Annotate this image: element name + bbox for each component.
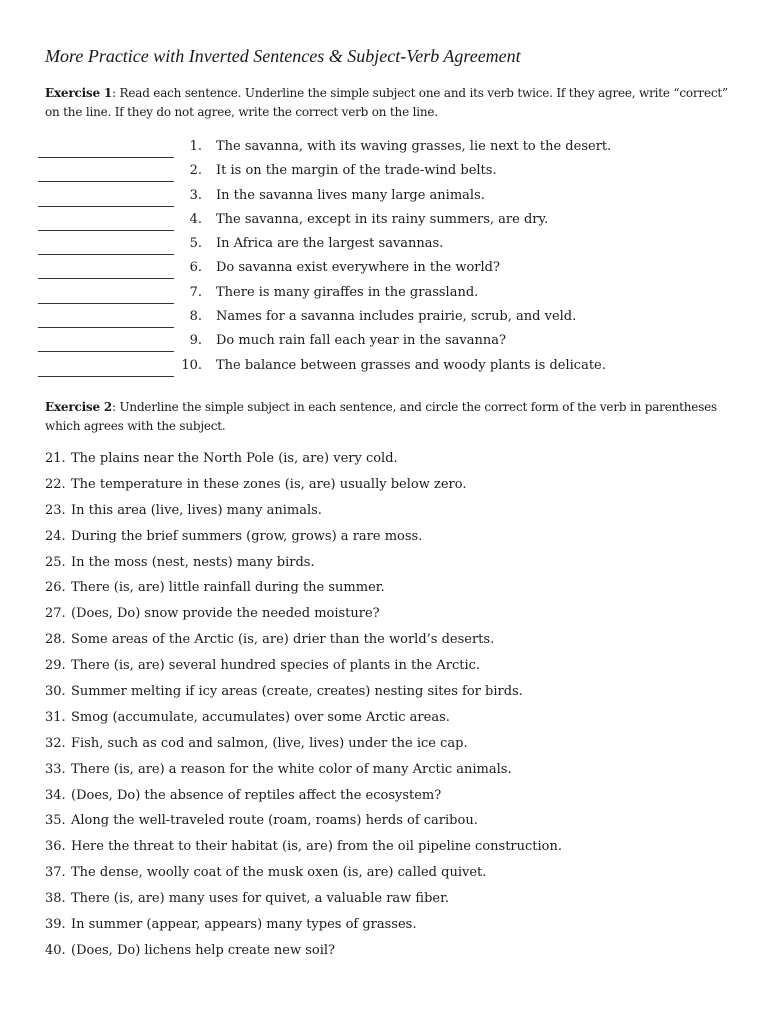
list-item: [0, 474, 768, 500]
exercise-2-label: Exercise 2: [45, 400, 113, 414]
item-sentence: There (is, are) little rainfall during the summer.: [71, 580, 385, 596]
exercise-1-instructions-text: : Read each sentence. Underline the simple subject one and its verb twice. If they agree, write “correct”: [112, 86, 728, 100]
list-item: [0, 448, 768, 474]
item-number: 29.: [45, 658, 66, 674]
item-sentence: In this area (live, lives) many animals.: [71, 502, 322, 518]
list-item: [0, 914, 768, 940]
list-item: [0, 552, 768, 578]
item-sentence: Smog (accumulate, accumulates) over some Arctic areas.: [71, 709, 450, 725]
list-item: [0, 862, 768, 888]
answer-blank-line[interactable]: [38, 157, 174, 158]
exercise-2-instructions: [45, 398, 735, 436]
list-item: [0, 707, 768, 733]
item-number: 28.: [45, 632, 66, 648]
answer-blank-line[interactable]: [38, 254, 174, 255]
list-item: [0, 233, 768, 257]
item-sentence: Some areas of the Arctic (is, are) drier than the world’s deserts.: [71, 632, 495, 648]
item-sentence: Along the well-traveled route (roam, roams) herds of caribou.: [71, 813, 478, 829]
list-item: [0, 257, 768, 281]
list-item: [0, 526, 768, 552]
exercise-2-list: [0, 448, 768, 966]
page-title: More Practice with Inverted Sentences & Subject-Verb Agreement: [45, 46, 521, 66]
exercise-1-instructions: [45, 84, 735, 122]
list-item: [0, 655, 768, 681]
item-sentence: Fish, such as cod and salmon, (live, lives) under the ice cap.: [71, 735, 468, 751]
item-sentence: Here the threat to their habitat (is, are) from the oil pipeline construction.: [71, 839, 563, 855]
answer-blank-line[interactable]: [38, 278, 174, 279]
list-item: [0, 136, 768, 160]
item-number: 5.: [189, 236, 202, 252]
list-item: [0, 500, 768, 526]
exercise-1-list: [0, 136, 768, 379]
list-item: [0, 759, 768, 785]
item-sentence: Names for a savanna includes prairie, scrub, and veld.: [216, 309, 577, 325]
item-sentence: The temperature in these zones (is, are) usually below zero.: [71, 476, 467, 492]
item-number: 8.: [189, 309, 202, 325]
answer-blank-line[interactable]: [38, 376, 174, 377]
item-number: 34.: [45, 787, 66, 803]
item-sentence: In Africa are the largest savannas.: [216, 236, 444, 252]
list-item: [0, 282, 768, 306]
item-number: 7.: [189, 284, 202, 300]
item-sentence: The savanna, except in its rainy summers, are dry.: [216, 211, 549, 227]
item-sentence: The dense, woolly coat of the musk oxen (is, are) called quivet.: [71, 865, 487, 881]
exercise-1-instructions-line-1: [45, 84, 735, 103]
item-number: 26.: [45, 580, 66, 596]
item-number: 23.: [45, 502, 66, 518]
list-item: [0, 577, 768, 603]
answer-blank-line[interactable]: [38, 181, 174, 182]
item-sentence: (Does, Do) snow provide the needed moisture?: [71, 606, 380, 622]
list-item: [0, 160, 768, 184]
item-number: 4.: [189, 211, 202, 227]
item-sentence: There (is, are) a reason for the white color of many Arctic animals.: [71, 761, 512, 777]
item-number: 2.: [189, 163, 202, 179]
item-number: 38.: [45, 891, 66, 907]
exercise-1-label: Exercise 1: [45, 86, 113, 100]
list-item: [0, 306, 768, 330]
list-item: [0, 629, 768, 655]
item-number: 27.: [45, 606, 66, 622]
item-number: 37.: [45, 865, 66, 881]
list-item: [0, 785, 768, 811]
item-number: 30.: [45, 684, 66, 700]
answer-blank-line[interactable]: [38, 327, 174, 328]
item-number: 36.: [45, 839, 66, 855]
item-number: 31.: [45, 709, 66, 725]
exercise-2-instructions-line-2: which agrees with the subject.: [45, 419, 226, 433]
item-sentence: It is on the margin of the trade-wind belts.: [216, 163, 497, 179]
list-item: [0, 209, 768, 233]
item-sentence: Do much rain fall each year in the savanna?: [216, 333, 506, 349]
list-item: [0, 681, 768, 707]
list-item: [0, 733, 768, 759]
item-number: 9.: [189, 333, 202, 349]
item-number: 39.: [45, 917, 66, 933]
item-sentence: In summer (appear, appears) many types of grasses.: [71, 917, 417, 933]
answer-blank-line[interactable]: [38, 351, 174, 352]
list-item: [0, 810, 768, 836]
exercise-2-instructions-text: : Underline the simple subject in each sentence, and circle the correct form of the verb in parentheses: [112, 400, 718, 414]
item-number: 35.: [45, 813, 66, 829]
list-item: [0, 940, 768, 966]
item-number: 10.: [181, 357, 202, 373]
answer-blank-line[interactable]: [38, 206, 174, 207]
item-number: 33.: [45, 761, 66, 777]
answer-blank-line[interactable]: [38, 303, 174, 304]
item-number: 1.: [189, 139, 202, 154]
list-item: [0, 355, 768, 379]
list-item: [0, 185, 768, 209]
exercise-1-instructions-line-2: on the line. If they do not agree, write the correct verb on the line.: [45, 105, 438, 119]
item-sentence: There is many giraffes in the grassland.: [216, 284, 479, 300]
item-number: 21.: [45, 451, 66, 466]
list-item: [0, 888, 768, 914]
answer-blank-line[interactable]: [38, 230, 174, 231]
item-sentence: (Does, Do) the absence of reptiles affect the ecosystem?: [71, 787, 442, 803]
item-number: 22.: [45, 476, 66, 492]
item-sentence: The balance between grasses and woody plants is delicate.: [216, 357, 606, 373]
item-sentence: Summer melting if icy areas (create, creates) nesting sites for birds.: [71, 684, 523, 700]
item-number: 40.: [45, 942, 66, 958]
item-sentence: In the moss (nest, nests) many birds.: [71, 554, 315, 570]
item-sentence: There (is, are) many uses for quivet, a valuable raw fiber.: [71, 891, 450, 907]
item-sentence: The plains near the North Pole (is, are) very cold.: [71, 451, 398, 466]
item-number: 3.: [189, 187, 202, 203]
item-number: 6.: [189, 260, 202, 276]
item-sentence: During the brief summers (grow, grows) a rare moss.: [71, 528, 423, 544]
item-sentence: In the savanna lives many large animals.: [216, 187, 485, 203]
list-item: [0, 603, 768, 629]
item-number: 32.: [45, 735, 66, 751]
item-number: 24.: [45, 528, 66, 544]
list-item: [0, 836, 768, 862]
item-sentence: There (is, are) several hundred species of plants in the Arctic.: [71, 658, 481, 674]
item-sentence: (Does, Do) lichens help create new soil?: [71, 942, 336, 958]
item-sentence: The savanna, with its waving grasses, lie next to the desert.: [216, 139, 612, 154]
list-item: [0, 330, 768, 354]
item-number: 25.: [45, 554, 66, 570]
exercise-2-instructions-line-1: [45, 398, 735, 417]
item-sentence: Do savanna exist everywhere in the world?: [216, 260, 500, 276]
